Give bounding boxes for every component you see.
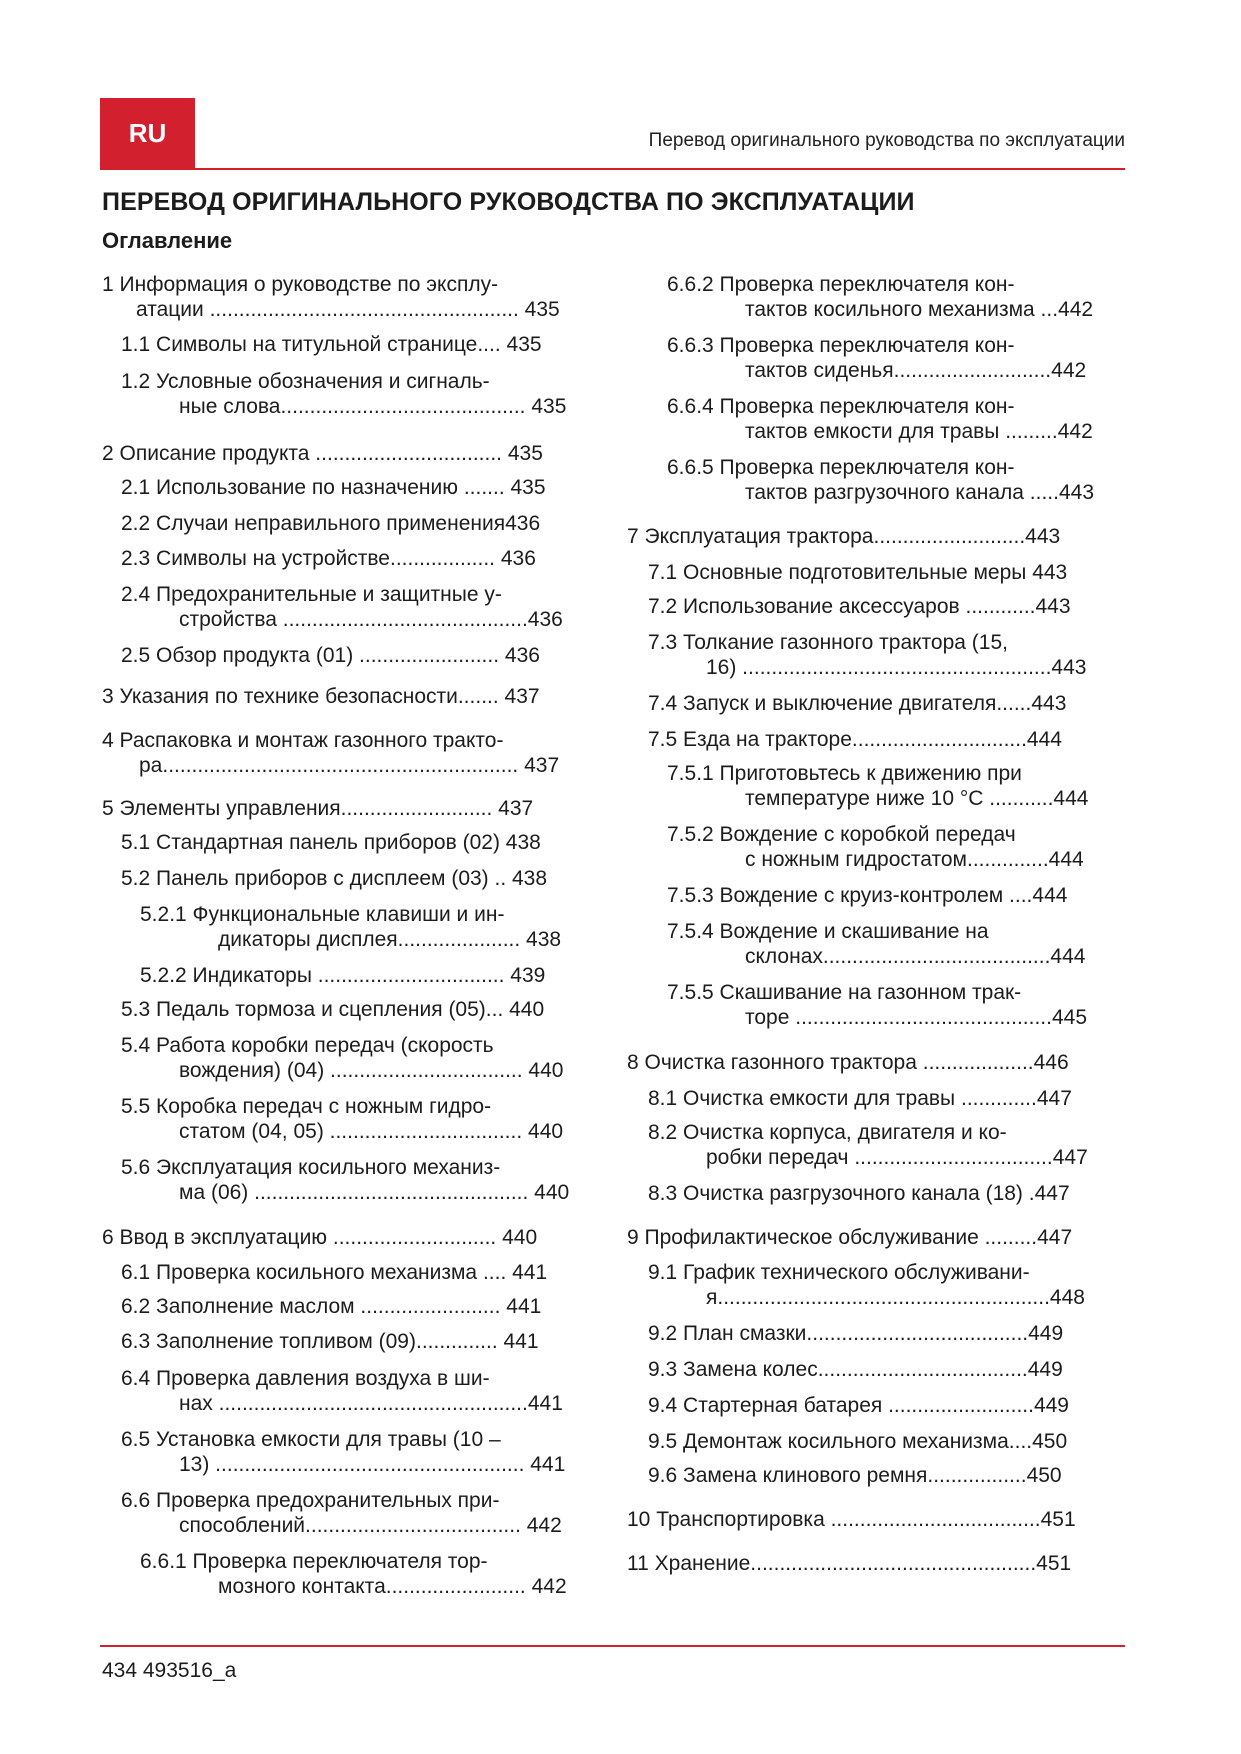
toc-entry-text: 6.3 Заполнение топливом (09).............. 441	[121, 1330, 539, 1353]
toc-entry-6-2[interactable]	[121, 1294, 541, 1319]
toc-entry-2-5[interactable]	[121, 643, 540, 668]
toc-entry-text: 8.2 Очистка корпуса, двигателя и ко-	[648, 1121, 1007, 1144]
toc-entry-text: 7 Эксплуатация трактора..........................443	[627, 525, 1061, 548]
toc-entry-7-5-1[interactable]	[667, 761, 1088, 811]
toc-entry-6-6-3[interactable]	[667, 333, 1086, 383]
toc-entry-text: 3 Указания по технике безопасности....... 437	[102, 685, 540, 708]
toc-entry-text: 5.3 Педаль тормоза и сцепления (05)... 440	[121, 998, 545, 1021]
language-badge: RU	[100, 98, 195, 168]
toc-entry-text-cont: нах .....................................................441	[179, 1392, 563, 1415]
toc-entry-9-5[interactable]	[648, 1429, 1067, 1454]
toc-entry-5-3[interactable]	[121, 997, 544, 1022]
toc-entry-1-2[interactable]	[121, 369, 566, 419]
toc-entry-text: 1.1 Символы на титульной странице.... 435	[121, 333, 542, 356]
toc-entry-text-cont: с ножным гидростатом..............444	[745, 848, 1084, 871]
toc-entry-8-2[interactable]	[648, 1120, 1088, 1170]
toc-entry-text-cont: склонах.......................................444	[745, 945, 1086, 968]
toc-entry-text: 7.5.5 Скашивание на газонном трак-	[667, 981, 1022, 1004]
toc-entry-9-3[interactable]	[648, 1357, 1063, 1382]
toc-entry-6-1[interactable]	[121, 1260, 547, 1285]
toc-entry-text: 5.5 Коробка передач с ножным гидро-	[121, 1095, 492, 1118]
toc-entry-text: 6.6.3 Проверка переключателя кон-	[667, 334, 1015, 357]
toc-entry-text-cont: ные слова.......................................... 435	[179, 395, 567, 418]
toc-entry-text: 7.5.2 Вождение с коробкой передач	[667, 823, 1016, 846]
toc-entry-1-1[interactable]	[121, 332, 542, 357]
toc-entry-text: 11 Хранение.................................................451	[627, 1552, 1072, 1575]
toc-entry-text-cont: температуре ниже 10 °C ...........444	[745, 787, 1089, 810]
toc-entry-text: 2.5 Обзор продукта (01) ........................ 436	[121, 644, 540, 667]
toc-entry-text: 9.5 Демонтаж косильного механизма....450	[648, 1430, 1068, 1453]
toc-entry-2[interactable]	[102, 441, 543, 466]
toc-entry-8-1[interactable]	[648, 1086, 1072, 1111]
toc-entry-5-2-1[interactable]	[140, 902, 561, 952]
toc-entry-text-cont: ра............................................................. 437	[139, 754, 560, 777]
toc-entry-text: 6.6.1 Проверка переключателя тор-	[140, 1550, 488, 1573]
toc-entry-text: 7.4 Запуск и выключение двигателя......443	[648, 692, 1067, 715]
toc-entry-text: 5.2.1 Функциональные клавиши и ин-	[140, 903, 505, 926]
toc-entry-8[interactable]	[627, 1050, 1069, 1075]
header-divider	[100, 168, 1125, 170]
toc-entry-text: 9.1 График технического обслуживани-	[648, 1261, 1030, 1284]
toc-entry-7-5-3[interactable]	[667, 883, 1067, 908]
toc-entry-5[interactable]	[102, 796, 533, 821]
toc-entry-text: 2.3 Символы на устройстве.................. 436	[121, 547, 536, 570]
toc-entry-text: 10 Транспортировка ....................................451	[627, 1508, 1076, 1531]
toc-entry-text-cont: статом (04, 05) ................................. 440	[179, 1120, 564, 1143]
toc-entry-6-5[interactable]	[121, 1427, 565, 1477]
toc-entry-4[interactable]	[102, 728, 559, 778]
toc-entry-10[interactable]	[627, 1507, 1076, 1532]
toc-entry-text-cont: тактов сиденья...........................442	[745, 359, 1087, 382]
toc-entry-6-6-1[interactable]	[140, 1549, 567, 1599]
document-code: 434 493516_a	[102, 1659, 237, 1682]
toc-entry-text: 6.6.4 Проверка переключателя кон-	[667, 395, 1015, 418]
toc-entry-text-cont: тактов разгрузочного канала .....443	[745, 481, 1095, 504]
toc-entry-7-5[interactable]	[648, 727, 1062, 752]
toc-entry-7-5-4[interactable]	[667, 919, 1085, 969]
toc-entry-text-cont: 16) .....................................................443	[706, 656, 1087, 679]
toc-entry-text-cont: робки передач ..................................447	[706, 1146, 1088, 1169]
toc-entry-text-cont: 13) ..................................................... 441	[179, 1453, 566, 1476]
toc-entry-text: 5.2.2 Индикаторы ................................ 439	[140, 964, 546, 987]
toc-entry-text: 7.2 Использование аксессуаров ............443	[648, 595, 1071, 618]
toc-entry-text: 7.1 Основные подготовительные меры 443	[648, 561, 1068, 584]
toc-entry-6[interactable]	[102, 1225, 537, 1250]
toc-entry-2-2[interactable]	[121, 511, 540, 536]
toc-entry-text: 5.4 Работа коробки передач (скорость	[121, 1034, 494, 1057]
toc-entry-text: 5 Элементы управления.......................... 437	[102, 797, 534, 820]
toc-entry-9-4[interactable]	[648, 1393, 1069, 1418]
toc-entry-text: 1.2 Условные обозначения и сигналь-	[121, 370, 490, 393]
toc-entry-text: 8.1 Очистка емкости для травы .............447	[648, 1087, 1072, 1110]
toc-entry-6-6-5[interactable]	[667, 455, 1094, 505]
toc-entry-text: 7.5 Езда на тракторе..............................444	[648, 728, 1062, 751]
footer-divider	[100, 1645, 1125, 1647]
toc-entry-text-cont: тактов косильного механизма ...442	[745, 298, 1094, 321]
toc-entry-text: 4 Распаковка и монтаж газонного тракто-	[102, 729, 504, 752]
toc-entry-7-4[interactable]	[648, 691, 1066, 716]
toc-entry-text: 5.2 Панель приборов с дисплеем (03) .. 438	[121, 867, 548, 890]
toc-entry-text-cont: ма (06) ............................................... 440	[179, 1181, 570, 1204]
toc-entry-7-1[interactable]	[648, 560, 1067, 585]
toc-entry-text-cont: дикаторы дисплея..................... 438	[218, 928, 562, 951]
toc-entry-9-1[interactable]	[648, 1260, 1085, 1310]
toc-entry-6-6-4[interactable]	[667, 394, 1093, 444]
toc-entry-2-3[interactable]	[121, 546, 536, 571]
toc-entry-text: 7.5.4 Вождение и скашивание на	[667, 920, 989, 943]
toc-entry-7-3[interactable]	[648, 630, 1086, 680]
toc-entry-text: 6.1 Проверка косильного механизма .... 441	[121, 1261, 548, 1284]
toc-entry-9[interactable]	[627, 1225, 1072, 1250]
toc-entry-6-6-2[interactable]	[667, 272, 1093, 322]
toc-entry-text-cont: вождения) (04) ................................. 440	[179, 1059, 564, 1082]
toc-entry-text: 7.3 Толкание газонного трактора (15,	[648, 631, 1008, 654]
toc-entry-text: 2.2 Случаи неправильного применения436	[121, 512, 541, 535]
toc-entry-text: 6.2 Заполнение маслом ........................ 441	[121, 1295, 542, 1318]
toc-entry-text-cont: способлений..................................... 442	[179, 1514, 562, 1537]
toc-entry-7-2[interactable]	[648, 594, 1071, 619]
toc-heading: Оглавление	[102, 228, 233, 253]
toc-entry-text: 9.4 Стартерная батарея .........................449	[648, 1394, 1069, 1417]
header-title: Перевод оригинального руководства по эксплуатации	[648, 130, 1125, 151]
toc-entry-6-4[interactable]	[121, 1366, 563, 1416]
toc-entry-text: 7.5.3 Вождение с круиз-контролем ....444	[667, 884, 1068, 907]
toc-entry-6-6[interactable]	[121, 1488, 562, 1538]
toc-entry-9-6[interactable]	[648, 1463, 1062, 1488]
toc-entry-text-cont: торе ............................................445	[745, 1006, 1088, 1029]
toc-entry-1[interactable]	[102, 272, 560, 322]
toc-entry-text: 9 Профилактическое обслуживание .........447	[627, 1226, 1073, 1249]
toc-entry-7-5-2[interactable]	[667, 822, 1084, 872]
toc-entry-5-5[interactable]	[121, 1094, 563, 1144]
toc-entry-5-4[interactable]	[121, 1033, 563, 1083]
toc-entry-text: 6.5 Установка емкости для травы (10 –	[121, 1428, 501, 1451]
toc-entry-8-3[interactable]	[648, 1181, 1070, 1206]
page-title: ПЕРЕВОД ОРИГИНАЛЬНОГО РУКОВОДСТВА ПО ЭКСПЛУАТАЦИИ	[102, 188, 915, 216]
toc-entry-2-4[interactable]	[121, 582, 563, 632]
toc-entry-6-3[interactable]	[121, 1329, 539, 1354]
toc-entry-text: 2.4 Предохранительные и защитные у-	[121, 583, 502, 606]
toc-entry-text-cont: атации ..................................................... 435	[136, 298, 560, 321]
toc-entry-text: 9.6 Замена клинового ремня.................450	[648, 1464, 1062, 1487]
toc-entry-5-6[interactable]	[121, 1155, 569, 1205]
toc-entry-text: 6.4 Проверка давления воздуха в ши-	[121, 1367, 490, 1390]
toc-entry-3[interactable]	[102, 684, 540, 709]
toc-entry-text-cont: мозного контакта........................ 442	[218, 1575, 567, 1598]
toc-entry-7-5-5[interactable]	[667, 980, 1087, 1030]
toc-entry-text: 6 Ввод в эксплуатацию ............................ 440	[102, 1226, 538, 1249]
toc-entry-text: 8.3 Очистка разгрузочного канала (18) .447	[648, 1182, 1070, 1205]
toc-entry-text-cont: я.........................................................448	[706, 1286, 1085, 1309]
toc-entry-text: 2.1 Использование по назначению ....... 435	[121, 476, 546, 499]
toc-entry-text: 5.1 Стандартная панель приборов (02) 438	[121, 831, 541, 854]
toc-entry-text: 8 Очистка газонного трактора ...................446	[627, 1051, 1069, 1074]
toc-entry-text: 2 Описание продукта ................................ 435	[102, 442, 543, 465]
toc-entry-5-1[interactable]	[121, 830, 541, 855]
toc-entry-5-2-2[interactable]	[140, 963, 545, 988]
toc-entry-text: 7.5.1 Приготовьтесь к движению при	[667, 762, 1022, 785]
toc-entry-2-1[interactable]	[121, 475, 546, 500]
toc-entry-5-2[interactable]	[121, 866, 547, 891]
toc-entry-text: 5.6 Эксплуатация косильного механиз-	[121, 1156, 501, 1179]
toc-entry-text: 6.6.5 Проверка переключателя кон-	[667, 456, 1015, 479]
toc-entry-text: 6.6 Проверка предохранительных при-	[121, 1489, 500, 1512]
toc-entry-text-cont: тактов емкости для травы .........442	[745, 420, 1093, 443]
toc-entry-text: 1 Информация о руководстве по эксплу-	[102, 273, 499, 296]
toc-entry-11[interactable]	[627, 1551, 1071, 1576]
toc-entry-text: 9.2 План смазки......................................449	[648, 1322, 1064, 1345]
toc-entry-7[interactable]	[627, 524, 1060, 549]
toc-entry-text-cont: стройства ..........................................436	[179, 608, 563, 631]
toc-entry-text: 9.3 Замена колес....................................449	[648, 1358, 1063, 1381]
toc-entry-9-2[interactable]	[648, 1321, 1063, 1346]
toc-entry-text: 6.6.2 Проверка переключателя кон-	[667, 273, 1015, 296]
